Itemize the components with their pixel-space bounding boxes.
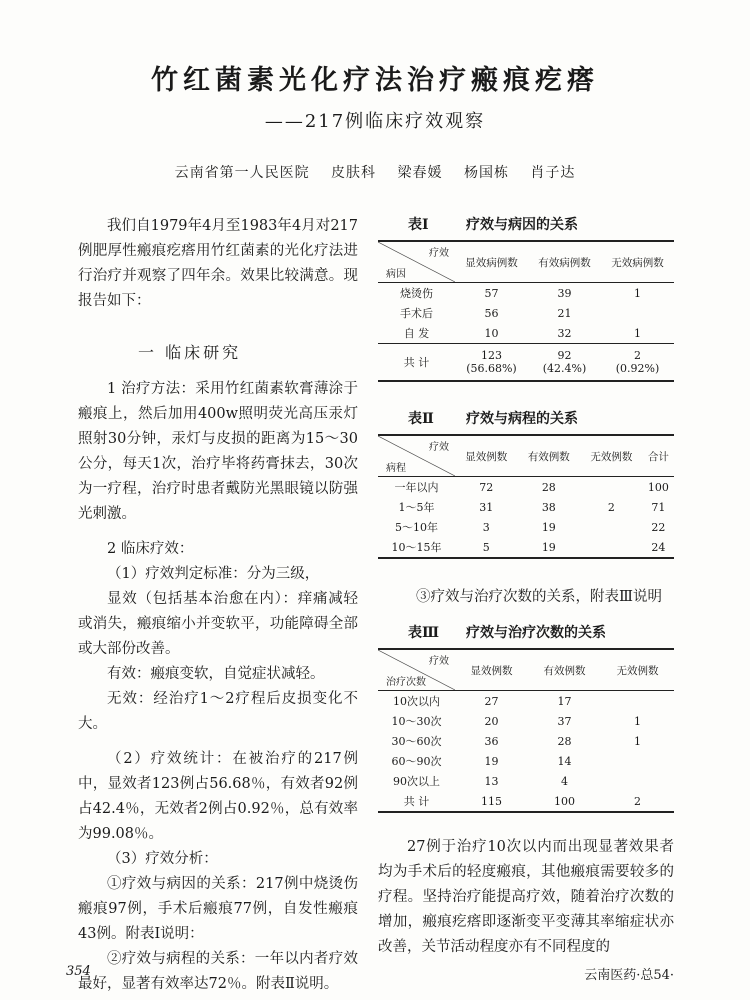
journal-footer: 云南医药·总54· [584, 968, 674, 983]
table-cell: 39 [557, 286, 572, 300]
table-cell: 56 [484, 306, 499, 320]
table-cell: 5 [455, 537, 518, 558]
table-2-block [378, 408, 674, 559]
column-header: 无效例数 [580, 435, 643, 477]
table-cell: 1 [633, 734, 641, 748]
table-1-block [378, 214, 674, 382]
table-cell: 28 [557, 734, 572, 748]
table-cell: 1 [633, 326, 641, 340]
row-label: 自 发 [403, 327, 430, 340]
table-row [378, 323, 674, 344]
table-cell: 2 [601, 791, 674, 812]
criteria-paragraph: 显效（包括基本治愈在内）：痒痛减轻或消失，瘢痕缩小并变软平，功能障碍全部或大部份改善。 [78, 591, 358, 657]
table-number: 表Ⅰ [408, 217, 429, 233]
table-header-row [378, 241, 674, 283]
author-line [0, 162, 750, 182]
table-duration [378, 434, 674, 559]
row-label: 90次以上 [392, 775, 440, 788]
column-header: 显效病例数 [455, 241, 528, 283]
row-label: 一年以内 [394, 481, 439, 494]
table-number: 表Ⅲ [408, 625, 440, 641]
article-subtitle: ——217例临床疗效观察 [264, 111, 486, 132]
table-cell: 3 [482, 520, 490, 534]
column-header: 无效例数 [601, 649, 674, 691]
table-row [378, 711, 674, 731]
column-header: 合计 [643, 435, 674, 477]
row-label: 手术后 [399, 307, 433, 320]
table-sessions [378, 648, 674, 813]
analysis-paragraph: ②疗效与病程的关系：一年以内者疗效最好，显著有效率达72％。附表Ⅱ说明。 [78, 951, 358, 992]
table-cell [580, 517, 643, 537]
row-label: 10次以内 [392, 695, 440, 708]
corner-cell: 疗效 治疗次数 [378, 649, 455, 691]
table-cell: 28 [541, 480, 556, 494]
right-column [378, 214, 674, 960]
table-3-block [378, 622, 674, 813]
table-row [378, 283, 674, 304]
table-cell: 4 [560, 774, 568, 788]
intro-paragraph: 我们自1979年4月至1983年4月对217例肥厚性瘢痕疙瘩用竹红菌素的光化疗法进行治疗并观察了四年余。效果比较满意。现报告如下： [78, 218, 358, 309]
column-header: 无效病例数 [601, 241, 674, 283]
table-cell: 71 [651, 500, 666, 514]
row-label: 烧烫伤 [399, 287, 433, 300]
table-number: 表Ⅱ [408, 411, 434, 427]
table-caption [408, 408, 674, 428]
table-cell: 21 [557, 306, 572, 320]
table-cell: 27 [484, 694, 499, 708]
row-label: 1～5年 [398, 501, 435, 514]
table-title: 疗效与病程的关系 [466, 411, 578, 427]
body-paragraph: 27例于治疗10次以内而出现显著效果者均为手术后的轻度瘢痕，其他瘢痕需要较多的疗程。坚持治疗能提高疗效，随着治疗次数的增加，瘢痕疙瘩即逐渐变平变薄其率缩症状亦改善，关节活动程度亦有不同程度的 [378, 839, 674, 955]
table-cell: 1 [633, 286, 641, 300]
method-paragraph: 1 治疗方法：采用竹红菌素软膏薄涂于瘢痕上，然后加用400w照明荧光高压汞灯照射30分钟，汞灯与皮损的距离为15～30公分，每天1次，治疗毕将药膏抹去，30次为一疗程，治疗时患者戴防光黑眼镜以防强光刺激。 [78, 381, 358, 522]
table-cell: 92 (42.4%) [528, 344, 601, 382]
table-cell: 14 [557, 754, 572, 768]
table-cell [601, 691, 674, 712]
table-cell: 2 (0.92%) [601, 344, 674, 382]
criteria-heading: （1）疗效判定标准：分为三级， [107, 566, 320, 582]
table-cause [378, 240, 674, 382]
table-cell: 115 [455, 791, 528, 812]
table-row [378, 691, 674, 712]
table-cell [601, 751, 674, 771]
table-total-row [378, 791, 674, 812]
left-column [78, 214, 358, 997]
table-cell: 36 [484, 734, 499, 748]
table-row [378, 477, 674, 498]
corner-cell: 疗效 病因 [378, 241, 455, 283]
criteria-paragraph: 有效：瘢痕变软，自觉症状减轻。 [107, 666, 325, 682]
table-title: 疗效与病因的关系 [466, 217, 578, 233]
table-cell: 2 [607, 500, 615, 514]
table-cell: 72 [479, 480, 494, 494]
table-cell: 57 [484, 286, 499, 300]
table-cell [580, 537, 643, 558]
table-cell [601, 771, 674, 791]
table-cell [580, 477, 643, 498]
column-header: 有效例数 [518, 435, 581, 477]
row-label: 30～60次 [391, 735, 442, 748]
table-caption [408, 622, 674, 642]
stats-paragraph: （2）疗效统计：在被治疗的217例中，显效者123例占56.68％，有效者92例占42.4％，无效者2例占0.92％，总有效率为99.08％。 [78, 751, 358, 842]
table-cell: 37 [557, 714, 572, 728]
table-cell: 31 [479, 500, 494, 514]
page-number: 354 [66, 964, 91, 979]
section-heading: 一 临床研究 [138, 343, 242, 362]
table-cell: 19 [484, 754, 499, 768]
row-label: 10～30次 [391, 715, 442, 728]
row-label: 共 计 [378, 791, 455, 812]
table-cell: 32 [557, 326, 572, 340]
table-3-note: ③疗效与治疗次数的关系，附表Ⅲ说明 [416, 589, 662, 605]
table-cell: 1 [633, 714, 641, 728]
article-title: 竹红菌素光化疗法治疗瘢痕疙瘩 [151, 65, 599, 96]
department: 皮肤科 [331, 165, 377, 181]
table-cell: 17 [557, 694, 572, 708]
analysis-heading: （3）疗效分析： [107, 851, 218, 867]
column-header: 显效例数 [455, 649, 528, 691]
author-name: 肖子达 [530, 165, 576, 181]
table-row [378, 771, 674, 791]
table-row [378, 537, 674, 558]
table-cell: 123 (56.68%) [455, 344, 528, 382]
table-cell: 19 [518, 537, 581, 558]
table-row [378, 517, 674, 537]
table-header-row [378, 649, 674, 691]
row-label: 60～90次 [391, 755, 442, 768]
table-cell: 19 [541, 520, 556, 534]
column-header: 显效例数 [455, 435, 518, 477]
criteria-paragraph: 无效：经治疗1～2疗程后皮损变化不大。 [78, 691, 358, 732]
table-row [378, 497, 674, 517]
table-cell: 100 [528, 791, 601, 812]
table-row [378, 731, 674, 751]
table-cell: 100 [647, 480, 669, 494]
row-label: 10～15年 [378, 537, 455, 558]
corner-cell: 疗效 病程 [378, 435, 455, 477]
table-cell: 20 [484, 714, 499, 728]
column-header: 有效例数 [528, 649, 601, 691]
table-header-row [378, 435, 674, 477]
author-name: 梁春媛 [397, 165, 443, 181]
table-row [378, 751, 674, 771]
table-total-row [378, 344, 674, 382]
author-name: 杨国栋 [463, 165, 509, 181]
table-cell: 38 [541, 500, 556, 514]
table-cell: 24 [643, 537, 674, 558]
row-label: 共 计 [378, 344, 455, 382]
row-label: 5～10年 [394, 521, 438, 534]
table-cell [601, 303, 674, 323]
table-caption [408, 214, 674, 234]
table-cell: 22 [651, 520, 666, 534]
effect-heading: 2 临床疗效： [107, 541, 194, 557]
table-row [378, 303, 674, 323]
table-cell: 13 [484, 774, 499, 788]
table-cell: 10 [484, 326, 499, 340]
column-header: 有效病例数 [528, 241, 601, 283]
affiliation: 云南省第一人民医院 [174, 165, 310, 181]
table-title: 疗效与治疗次数的关系 [466, 625, 606, 641]
analysis-paragraph: ①疗效与病因的关系：217例中烧烫伤瘢痕97例，手术后瘢痕77例，自发性瘢痕43例。附表Ⅰ说明： [78, 876, 358, 942]
